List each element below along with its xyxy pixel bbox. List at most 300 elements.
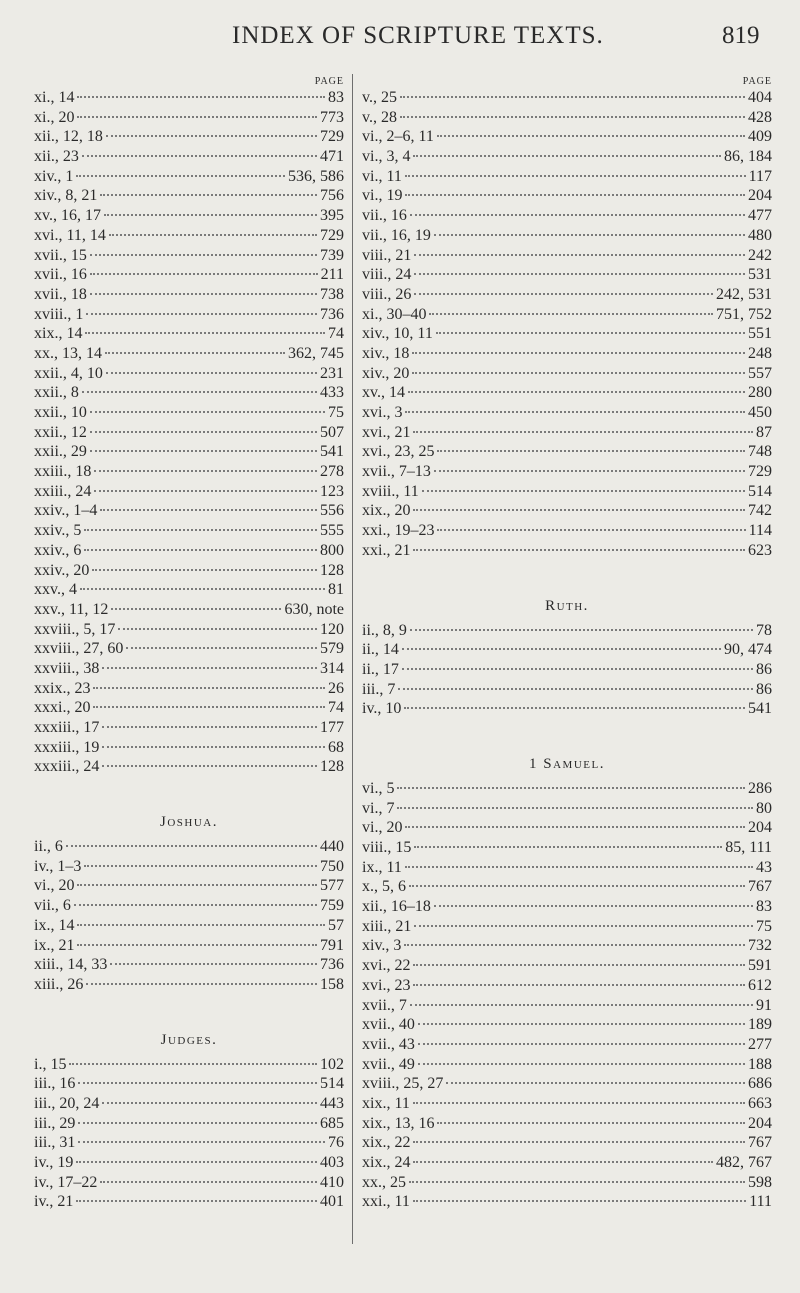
index-entry (34, 285, 344, 305)
dot-leader (77, 96, 325, 98)
dot-leader (413, 1102, 745, 1104)
index-entry (34, 147, 344, 167)
dot-leader (82, 391, 317, 393)
scripture-reference: xxi., 21 (362, 541, 411, 559)
page-reference: 440 (320, 838, 344, 856)
page-reference: 43 (756, 858, 772, 876)
scripture-reference: xix., 24 (362, 1154, 411, 1171)
page-reference: 102 (320, 1055, 344, 1073)
page-reference: 280 (748, 384, 772, 402)
scripture-reference: iv., 1–3 (34, 857, 82, 875)
scripture-reference: iv., 21 (34, 1193, 74, 1211)
scripture-reference: xix., 14 (34, 325, 83, 343)
section-gap (34, 995, 344, 1025)
dot-leader (84, 865, 317, 867)
index-entry (34, 265, 344, 285)
dot-leader (410, 629, 753, 631)
page-reference: 433 (320, 384, 344, 402)
dot-leader (413, 509, 745, 511)
page-reference: 541 (748, 700, 772, 718)
scripture-reference: v., 28 (362, 108, 397, 126)
page-reference: 630, note (284, 600, 344, 618)
dot-leader (90, 411, 325, 413)
page-reference: 767 (748, 1134, 772, 1152)
scripture-reference: xvi., 11, 14 (34, 226, 106, 244)
dot-leader (446, 1082, 745, 1084)
dot-leader (413, 549, 745, 551)
page-reference: 26 (328, 679, 344, 697)
index-entry (34, 639, 344, 659)
page-reference: 314 (320, 659, 344, 677)
scripture-reference: xxiii., 18 (34, 463, 92, 481)
section-gap (362, 719, 772, 749)
dot-leader (78, 1122, 317, 1124)
scripture-reference: viii., 15 (362, 839, 412, 856)
page-reference: 286 (748, 779, 772, 797)
index-entry (362, 996, 772, 1016)
index-entry (362, 226, 772, 246)
dot-leader (102, 726, 317, 728)
page-reference: 756 (320, 187, 344, 205)
scripture-reference: xvii., 18 (34, 285, 87, 303)
dot-leader (118, 628, 317, 630)
scripture-reference: xvii., 43 (362, 1035, 415, 1053)
dot-leader (418, 1023, 745, 1025)
scripture-reference: xxiii., 24 (34, 482, 92, 500)
scripture-reference: xi., 14 (34, 89, 75, 106)
index-entry (34, 857, 344, 877)
scripture-reference: ix., 14 (34, 916, 75, 934)
index-entry (362, 285, 772, 305)
scripture-reference: vi., 20 (362, 819, 403, 837)
scripture-reference: xxiv., 5 (34, 522, 82, 540)
page-reference: 732 (748, 937, 772, 955)
dot-leader (102, 667, 317, 669)
section-title: Ruth. (545, 597, 589, 614)
scripture-reference: xxviii., 38 (34, 659, 100, 677)
scripture-reference: xviii., 11 (362, 482, 419, 500)
column-divider (352, 74, 353, 1244)
index-entry (362, 482, 772, 502)
dot-leader (414, 273, 745, 275)
page-reference: 90, 474 (724, 641, 772, 659)
index-entry (34, 876, 344, 896)
dot-leader (413, 984, 745, 986)
index-entry (34, 186, 344, 206)
index-entry (34, 206, 344, 226)
section-title: 1 Samuel. (529, 755, 605, 772)
page-reference: 555 (320, 522, 344, 540)
page-reference: 773 (320, 108, 344, 126)
page-reference: 117 (748, 167, 772, 185)
scripture-reference: xxxi., 20 (34, 699, 91, 717)
dot-leader (409, 885, 745, 887)
page-reference: 211 (320, 266, 344, 284)
index-entry (34, 521, 344, 541)
scripture-reference: xiv., 20 (362, 364, 410, 382)
page-reference: 443 (320, 1094, 344, 1112)
index-entry (34, 916, 344, 936)
dot-leader (434, 234, 745, 236)
index-entry (34, 718, 344, 738)
scripture-reference: xiv., 3 (362, 937, 402, 955)
index-entry (362, 1153, 772, 1173)
dot-leader (405, 411, 745, 413)
scripture-reference: xvi., 22 (362, 957, 411, 975)
dot-leader (76, 175, 285, 177)
page-reference: 123 (320, 482, 344, 500)
scripture-reference: v., 25 (362, 89, 397, 106)
scripture-reference: vii., 16 (362, 207, 407, 225)
section-title: Joshua. (160, 814, 218, 831)
dot-leader (404, 944, 745, 946)
dot-leader (408, 391, 745, 393)
scripture-reference: iv., 19 (34, 1154, 74, 1171)
index-entry (362, 501, 772, 521)
index-entry (362, 403, 772, 423)
index-entry (362, 442, 772, 462)
scripture-reference: xxxiii., 24 (34, 758, 100, 776)
index-entry (362, 167, 772, 187)
page-reference: 231 (320, 364, 344, 382)
scripture-reference: xx., 25 (362, 1173, 406, 1191)
page-reference: 551 (748, 325, 772, 343)
index-entry (362, 858, 772, 878)
page-reference: 471 (320, 148, 344, 166)
index-entry (34, 167, 344, 187)
page-reference: 128 (320, 758, 344, 776)
page-reference: 759 (320, 897, 344, 915)
page-reference: 751, 752 (716, 305, 772, 323)
index-entry (34, 383, 344, 403)
scripture-reference: ii., 8, 9 (362, 621, 407, 639)
dot-leader (90, 273, 318, 275)
dot-leader (102, 1102, 317, 1104)
scripture-reference: viii., 26 (362, 285, 412, 303)
index-entry (362, 147, 772, 167)
index-entry (34, 955, 344, 975)
scripture-reference: iii., 29 (34, 1114, 76, 1132)
page-reference: 83 (756, 898, 772, 916)
dot-leader (104, 214, 317, 216)
scripture-reference: xx., 13, 14 (34, 344, 102, 362)
left-column (34, 76, 344, 1212)
page-reference: 686 (748, 1075, 772, 1093)
scripture-reference: vi., 3, 4 (362, 148, 411, 166)
index-entry (362, 1094, 772, 1114)
page-reference: 68 (328, 738, 344, 756)
page-reference: 577 (320, 877, 344, 895)
index-entry (362, 364, 772, 384)
index-entry (34, 364, 344, 384)
dot-leader (434, 905, 753, 907)
scripture-reference: xxii., 12 (34, 423, 87, 441)
page-reference: 74 (328, 325, 344, 343)
scripture-reference: vi., 20 (34, 877, 75, 895)
index-entry (362, 680, 772, 700)
scripture-reference: xvii., 7 (362, 996, 407, 1014)
page-reference: 750 (320, 857, 344, 875)
scripture-reference: xix., 22 (362, 1134, 411, 1152)
dot-leader (78, 1141, 325, 1143)
page-reference: 278 (320, 463, 344, 481)
scripture-reference: xii., 23 (34, 148, 79, 166)
scripture-reference: xiv., 18 (362, 344, 410, 362)
index-entry (34, 305, 344, 325)
index-entry (34, 896, 344, 916)
page-reference: 128 (320, 561, 344, 579)
scripture-reference: xii., 12, 18 (34, 128, 103, 146)
dot-leader (84, 529, 317, 531)
index-entry (362, 206, 772, 226)
page-reference: 86 (756, 680, 772, 698)
dot-leader (418, 1063, 745, 1065)
index-entry (34, 1192, 344, 1212)
scripture-reference: xxxiii., 19 (34, 738, 100, 756)
index-entry (362, 1192, 772, 1212)
page-reference: 514 (320, 1075, 344, 1093)
scripture-reference: xi., 20 (34, 108, 75, 126)
index-entry (362, 1074, 772, 1094)
scripture-reference: xvi., 3 (362, 404, 403, 421)
dot-leader (77, 944, 317, 946)
scripture-reference: xxi., 19–23 (362, 522, 435, 540)
page-number: 819 (722, 22, 760, 49)
dot-leader (405, 194, 745, 196)
dot-leader (100, 509, 317, 511)
page-reference: 767 (748, 878, 772, 896)
page-reference: 748 (748, 443, 772, 461)
page-reference: 791 (320, 936, 344, 954)
scripture-reference: ii., 6 (34, 838, 63, 856)
index-entry (362, 1173, 772, 1193)
scripture-reference: xxviii., 27, 60 (34, 640, 124, 658)
page-reference: 729 (748, 463, 772, 481)
dot-leader (413, 1141, 745, 1143)
index-entry (34, 541, 344, 561)
index-entry (362, 462, 772, 482)
index-entry (362, 1035, 772, 1055)
index-entry (34, 423, 344, 443)
index-entry (362, 246, 772, 266)
dot-leader (422, 490, 745, 492)
dot-leader (434, 470, 745, 472)
dot-leader (413, 1200, 746, 1202)
dot-leader (414, 254, 745, 256)
page-reference: 482, 767 (716, 1154, 772, 1171)
scripture-reference: xvii., 16 (34, 266, 87, 284)
scripture-reference: xxii., 4, 10 (34, 364, 103, 382)
dot-leader (410, 214, 745, 216)
scripture-reference: xxiv., 20 (34, 561, 90, 579)
index-entry (362, 838, 772, 858)
index-entry (34, 501, 344, 521)
dot-leader (429, 313, 713, 315)
index-entry (34, 1133, 344, 1153)
scripture-reference: vi., 5 (362, 779, 395, 797)
index-entry (34, 108, 344, 128)
scripture-reference: xxviii., 5, 17 (34, 620, 116, 638)
dot-leader (418, 1043, 745, 1045)
dot-leader (400, 96, 745, 98)
page-reference: 204 (748, 1114, 772, 1132)
scripture-reference: vi., 2–6, 11 (362, 128, 434, 146)
dot-leader (413, 1161, 713, 1163)
page-reference: 531 (748, 266, 772, 284)
index-entry (34, 936, 344, 956)
dot-leader (437, 1122, 745, 1124)
index-entry (362, 1015, 772, 1035)
index-entry (362, 799, 772, 819)
scripture-reference: viii., 21 (362, 246, 412, 264)
scripture-reference: xiii., 21 (362, 917, 412, 935)
scripture-reference: xv., 16, 17 (34, 207, 101, 225)
dot-leader (405, 175, 746, 177)
dot-leader (413, 431, 753, 433)
running-title: INDEX OF SCRIPTURE TEXTS. (232, 22, 604, 49)
page-reference: 85, 111 (725, 839, 772, 856)
dot-leader (405, 866, 753, 868)
page-reference: 177 (320, 719, 344, 736)
dot-leader (398, 688, 753, 690)
scripture-reference: xix., 13, 16 (362, 1114, 435, 1132)
dot-leader (76, 1161, 317, 1163)
page-reference: 598 (748, 1173, 772, 1191)
page-reference: 158 (320, 975, 344, 993)
dot-leader (414, 846, 722, 848)
scripture-reference: xii., 16–18 (362, 898, 431, 916)
index-entry (34, 620, 344, 640)
page-column-label: PAGE (742, 76, 772, 87)
scripture-reference: xvii., 7–13 (362, 463, 431, 481)
dot-leader (92, 569, 317, 571)
dot-leader (78, 1082, 317, 1084)
dot-leader (402, 648, 721, 650)
index-entry (362, 186, 772, 206)
page-reference: 738 (320, 285, 344, 303)
scripture-reference: ix., 21 (34, 936, 75, 954)
index-entry (362, 344, 772, 364)
index-entry (362, 699, 772, 719)
page-reference: 78 (756, 621, 772, 639)
dot-leader (106, 372, 317, 374)
section-gap (34, 777, 344, 807)
dot-leader (77, 884, 317, 886)
index-entry (34, 698, 344, 718)
page-header (0, 18, 800, 54)
dot-leader (80, 588, 325, 590)
page-reference: 277 (748, 1035, 772, 1053)
dot-leader (402, 668, 753, 670)
scripture-reference: ii., 17 (362, 660, 399, 678)
scripture-reference: xvi., 23 (362, 976, 411, 994)
index-entry (362, 818, 772, 838)
scripture-reference: xxv., 4 (34, 581, 77, 599)
page-reference: 189 (748, 1016, 772, 1034)
index-entry (362, 88, 772, 108)
page-reference: 450 (748, 404, 772, 421)
dot-leader (90, 431, 317, 433)
dot-leader (109, 234, 317, 236)
scripture-reference: ix., 11 (362, 858, 402, 876)
dot-leader (77, 116, 317, 118)
index-entry (362, 621, 772, 641)
page-reference: 729 (320, 128, 344, 146)
dot-leader (94, 470, 317, 472)
page-reference: 612 (748, 976, 772, 994)
page-reference: 729 (320, 226, 344, 244)
page-reference: 403 (320, 1154, 344, 1171)
index-entry (34, 127, 344, 147)
dot-leader (414, 293, 713, 295)
page-reference: 591 (748, 957, 772, 975)
index-entry (34, 1074, 344, 1094)
page-reference: 480 (748, 226, 772, 244)
dot-leader (404, 707, 745, 709)
scripture-reference: xiii., 26 (34, 975, 84, 993)
dot-leader (69, 1063, 317, 1065)
index-entry (34, 659, 344, 679)
scripture-reference: xvii., 49 (362, 1055, 415, 1073)
index-entry (34, 1153, 344, 1173)
scripture-reference: vii., 16, 19 (362, 226, 431, 244)
dot-leader (436, 332, 745, 334)
scripture-reference: vi., 19 (362, 187, 403, 205)
scripture-reference: xxii., 29 (34, 443, 87, 461)
index-entry (362, 660, 772, 680)
index-entry (34, 226, 344, 246)
page-reference: 736 (320, 305, 344, 323)
index-entry (362, 541, 772, 561)
scripture-reference: xxix., 23 (34, 679, 91, 697)
scripture-reference: xxii., 10 (34, 404, 87, 421)
dot-leader (106, 135, 317, 137)
page-reference: 91 (756, 996, 772, 1014)
index-entry (34, 246, 344, 266)
dot-leader (405, 826, 745, 828)
dot-leader (412, 372, 745, 374)
index-entry (34, 462, 344, 482)
index-entry (34, 679, 344, 699)
page-reference: 409 (748, 128, 772, 146)
scripture-reference: xxiv., 1–4 (34, 502, 98, 520)
scripture-reference: iv., 17–22 (34, 1173, 98, 1191)
index-entry (362, 897, 772, 917)
dot-leader (437, 529, 745, 531)
dot-leader (111, 608, 281, 610)
dot-leader (82, 155, 317, 157)
page-reference: 477 (748, 207, 772, 225)
dot-leader (84, 549, 317, 551)
page-reference: 242 (748, 246, 772, 264)
page-reference: 204 (748, 187, 772, 205)
index-entry (34, 738, 344, 758)
scripture-reference: iii., 16 (34, 1075, 76, 1093)
index-entry (362, 127, 772, 147)
dot-leader (100, 1181, 317, 1183)
page-reference: 557 (748, 364, 772, 382)
page-reference: 685 (320, 1114, 344, 1132)
scripture-reference: xix., 20 (362, 502, 411, 520)
dot-leader (397, 787, 745, 789)
index-entry (362, 917, 772, 937)
dot-leader (400, 116, 745, 118)
dot-leader (102, 765, 317, 767)
dot-leader (414, 925, 753, 927)
index-entry (362, 521, 772, 541)
page-reference: 663 (748, 1094, 772, 1112)
page-reference: 404 (748, 89, 772, 106)
